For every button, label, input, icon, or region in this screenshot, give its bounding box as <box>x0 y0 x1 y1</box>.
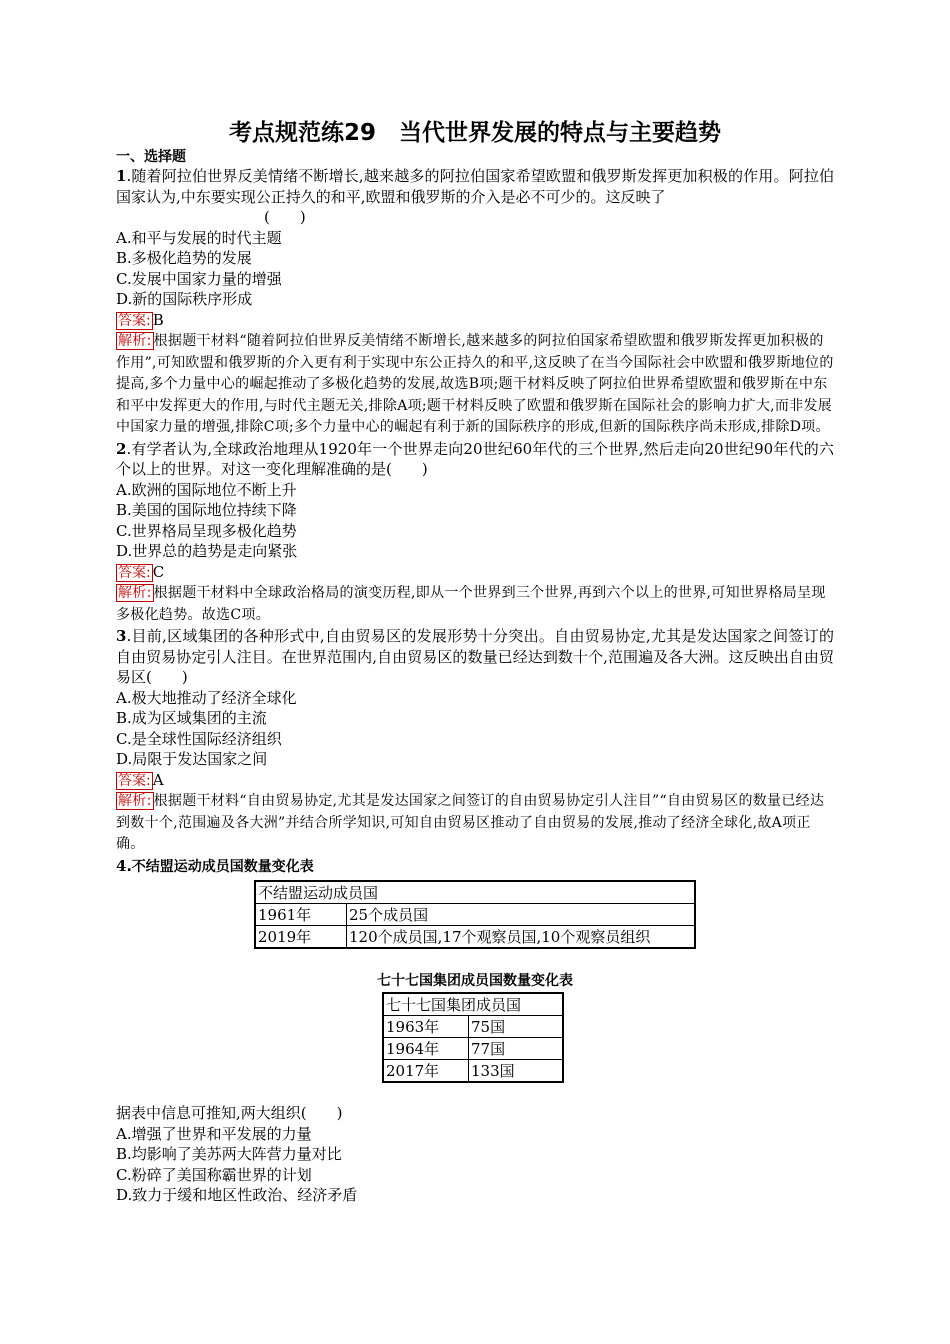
answer-line <box>116 310 834 332</box>
answer-blank: ( ) <box>264 208 306 226</box>
document-page <box>116 118 834 1206</box>
option-b: B.多极化趋势的发展 <box>116 249 252 267</box>
option-c: C.是全球性国际经济组织 <box>116 729 282 748</box>
analysis-label: 解析: <box>118 585 152 601</box>
year-cell: 2017年 <box>383 1060 469 1083</box>
table-row <box>383 1060 563 1083</box>
question-number: 3 <box>116 627 127 645</box>
table-row <box>255 904 695 926</box>
nam-members-table <box>254 880 696 949</box>
table-row <box>383 1038 563 1060</box>
question-1 <box>116 166 834 228</box>
question-heading: .不结盟运动成员国数量变化表 <box>126 858 314 875</box>
answer-line <box>116 770 834 792</box>
question-2 <box>116 439 834 480</box>
option-a: A.极大地推动了经济全球化 <box>116 688 297 707</box>
question-4-text: 据表中信息可推知,两大组织( ) <box>116 1104 343 1122</box>
answer-label: 答案: <box>118 312 151 329</box>
option-c: C.世界格局呈现多极化趋势 <box>116 521 297 540</box>
question-3 <box>116 626 834 688</box>
option-b: B.美国的国际地位持续下降 <box>116 501 297 519</box>
analysis-text: 根据题干材料“随着阿拉伯世界反美情绪不断增长,越来越多的阿拉伯国家希望欧盟和俄罗斯发挥更加积极的作用”,可知欧盟和俄罗斯的介入更有利于实现中东公正持久的和平,这反映了在当今国际社会中欧盟和俄罗斯地位的提高,多个力量中心的崛起推动了多极化趋势的发展,故选B项;题干材料反映了阿拉伯世界希望欧盟和俄罗斯在中东和平中发挥更大的作用,与时代主题无关,排除A项;题干材料反映了欧盟和俄罗斯在国际社会的影响力扩大,而非发展中国家力量的增强,排除C项;多个力量中心的崛起有利于新的国际秩序的形成,但新的国际秩序尚未形成,排除D项。 <box>116 333 834 435</box>
question-text: .有学者认为,全球政治地理从1920年一个世界走向20世纪60年代的三个世界,然后走向20世纪90年代的六个以上的世界。对这一变化理解准确的是( ) <box>116 439 834 478</box>
option-d: D.世界总的趋势是走向紧张 <box>116 542 298 560</box>
question-number: 1 <box>116 167 127 185</box>
option-a: A.和平与发展的时代主题 <box>116 228 282 247</box>
g77-members-table <box>382 992 564 1083</box>
answer-label: 答案: <box>118 564 151 581</box>
analysis-label: 解析: <box>118 793 152 809</box>
value-cell: 120个成员国,17个观察员国,10个观察员组织 <box>347 926 696 949</box>
option-a: A.欧洲的国际地位不断上升 <box>116 480 297 499</box>
analysis-block <box>116 331 834 439</box>
value-cell: 77国 <box>469 1038 564 1060</box>
answer-label: 答案: <box>118 772 151 789</box>
analysis-text: 根据题干材料“自由贸易协定,尤其是发达国家之间签订的自由贸易协定引人注目”“自由贸易区的数量已经达到数十个,范围遍及各大洲”并结合所学知识,可知自由贸易区推动了自由贸易的发展,推动了经济全球化,故A项正确。 <box>116 793 825 852</box>
table-header: 不结盟运动成员国 <box>255 881 695 904</box>
analysis-label: 解析: <box>118 333 152 349</box>
option-c: C.粉碎了美国称霸世界的计划 <box>116 1165 312 1184</box>
analysis-text: 根据题干材料中全球政治格局的演变历程,即从一个世界到三个世界,再到六个以上的世界,可知世界格局呈现多极化趋势。故选C项。 <box>116 585 826 623</box>
question-4 <box>116 856 834 877</box>
question-number: 2 <box>116 439 127 458</box>
table-row <box>383 1016 563 1038</box>
option-a: A.增强了世界和平发展的力量 <box>116 1124 312 1143</box>
table-caption: 七十七国集团成员国数量变化表 <box>377 973 573 989</box>
option-b: B.均影响了美苏两大阵营力量对比 <box>116 1145 342 1163</box>
analysis-block <box>116 583 834 626</box>
year-cell: 1961年 <box>255 904 347 926</box>
option-d: D.致力于缓和地区性政治、经济矛盾 <box>116 1186 358 1204</box>
section-heading: 一、选择题 <box>116 149 186 165</box>
year-cell: 2019年 <box>255 926 347 949</box>
question-number: 4 <box>116 856 127 875</box>
value-cell: 75国 <box>469 1016 564 1038</box>
answer-line <box>116 562 834 584</box>
analysis-block <box>116 791 834 856</box>
answer-value: A <box>152 770 164 789</box>
option-b: B.成为区域集团的主流 <box>116 709 267 727</box>
option-d: D.新的国际秩序形成 <box>116 290 253 308</box>
value-cell: 133国 <box>469 1060 564 1083</box>
answer-value: C <box>152 562 165 581</box>
answer-value: B <box>152 310 164 329</box>
option-d: D.局限于发达国家之间 <box>116 750 268 768</box>
table-row <box>255 926 695 949</box>
value-cell: 25个成员国 <box>347 904 696 926</box>
table-header: 七十七国集团成员国 <box>383 993 563 1016</box>
option-c: C.发展中国家力量的增强 <box>116 269 282 288</box>
year-cell: 1964年 <box>383 1038 469 1060</box>
page-title: 考点规范练29 当代世界发展的特点与主要趋势 <box>228 120 721 146</box>
year-cell: 1963年 <box>383 1016 469 1038</box>
question-text: .目前,区域集团的各种形式中,自由贸易区的发展形势十分突出。自由贸易协定,尤其是发达国家之间签订的自由贸易协定引人注目。在世界范围内,自由贸易区的数量已经达到数十个,范围遍及各大洲。这反映出自由贸易区( ) <box>116 627 834 686</box>
question-text: .随着阿拉伯世界反美情绪不断增长,越来越多的阿拉伯国家希望欧盟和俄罗斯发挥更加积极的作用。阿拉伯国家认为,中东要实现公正持久的和平,欧盟和俄罗斯的介入是必不可少的。这反映了 <box>116 167 834 206</box>
